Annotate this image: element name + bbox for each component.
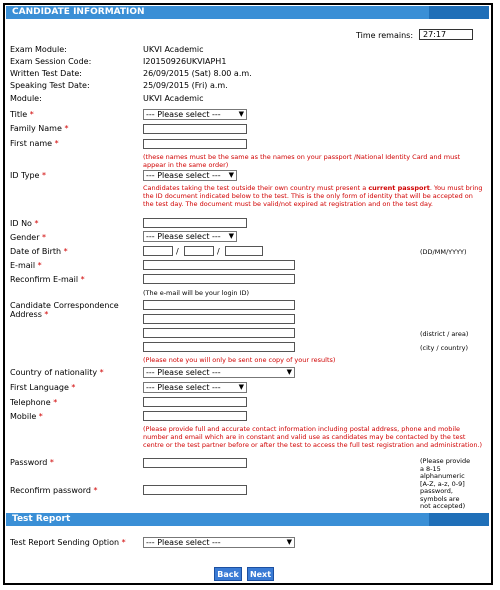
country-label-text: Country of nationality [10, 368, 98, 377]
title-label [10, 110, 34, 119]
speaking-test-date-label: Speaking Test Date: [10, 81, 90, 90]
address-label-text: Address [10, 310, 42, 319]
district-hint: (district / area) [420, 330, 469, 338]
required-marker: * [54, 139, 59, 148]
family-name-label [10, 124, 68, 133]
chevron-down-icon: ▼ [238, 110, 244, 118]
password-label-text: Password [10, 458, 48, 467]
password-rule-line: not accepted) [420, 502, 466, 510]
password-rule-hint [420, 458, 470, 511]
address-label-line2 [10, 310, 48, 319]
dob-month-input[interactable] [184, 246, 214, 256]
dob-label [10, 247, 68, 256]
dob-separator: / [217, 247, 220, 256]
report-option-select-value: --- Please select --- [146, 538, 221, 547]
first-name-label-text: First name [10, 139, 53, 148]
required-marker: * [44, 310, 49, 319]
reconfirm-password-label [10, 486, 98, 495]
id-type-select-value: --- Please select --- [146, 171, 221, 180]
back-button[interactable]: Back [214, 567, 242, 581]
required-marker: * [93, 486, 98, 495]
reconfirm-email-label-text: Reconfirm E-mail [10, 275, 79, 284]
login-note: (The e-mail will be your login ID) [143, 289, 250, 297]
report-option-label [10, 538, 126, 547]
required-marker: * [64, 124, 69, 133]
contact-note: (Please provide full and accurate contact information including postal address, phone and mobile number and email which are in constant and valid use as candidates may be contacted by the test centre or the test partner before or after the test to access the full test registration and administration.) [143, 425, 483, 449]
required-marker: * [53, 398, 58, 407]
password-rule-line: (Please provide [420, 457, 471, 465]
mobile-label [10, 412, 43, 421]
time-remains-value: 27:17 [419, 29, 473, 40]
chevron-down-icon: ▼ [286, 538, 292, 546]
report-option-label-text: Test Report Sending Option [10, 538, 120, 547]
password-rule-line: alphanumeric [420, 472, 465, 480]
exam-module-value: UKVI Academic [143, 45, 204, 54]
address-district-input[interactable] [143, 328, 295, 338]
telephone-label [10, 398, 57, 407]
dob-day-input[interactable] [143, 246, 173, 256]
report-option-select[interactable] [143, 537, 295, 548]
section-title: CANDIDATE INFORMATION [12, 7, 145, 17]
id-no-input[interactable] [143, 218, 247, 228]
required-marker: * [42, 233, 47, 242]
reconfirm-password-label-text: Reconfirm password [10, 486, 91, 495]
required-marker: * [41, 171, 46, 180]
city-hint: (city / country) [420, 344, 469, 352]
exam-session-code-label: Exam Session Code: [10, 57, 92, 66]
id-type-label-text: ID Type [10, 171, 40, 180]
id-type-select[interactable] [143, 170, 237, 181]
dob-separator: / [176, 247, 179, 256]
dob-format-hint: (DD/MM/YYYY) [420, 248, 467, 256]
required-marker: * [34, 219, 39, 228]
header-bar-edge [429, 513, 489, 526]
dob-label-text: Date of Birth [10, 247, 62, 256]
id-document-note [143, 184, 483, 208]
telephone-input[interactable] [143, 397, 247, 407]
email-label [10, 261, 42, 270]
first-language-select[interactable] [143, 382, 247, 393]
address-line2-input[interactable] [143, 314, 295, 324]
id-type-label [10, 171, 46, 180]
required-marker: * [99, 368, 104, 377]
country-select[interactable] [143, 367, 295, 378]
dob-year-input[interactable] [225, 246, 263, 256]
next-button[interactable]: Next [247, 567, 274, 581]
id-note-text-2: . You must bring the ID document indicated below to the test. This is the only form of identity that will be accepted on the test day. The document must be valid/not expired at registration and on the test day. [143, 184, 483, 208]
gender-select-value: --- Please select --- [146, 232, 221, 241]
one-copy-note: (Please note you will only be sent one copy of your results) [143, 356, 336, 364]
written-test-date-value: 26/09/2015 (Sat) 8.00 a.m. [143, 69, 252, 78]
email-input[interactable] [143, 260, 295, 270]
mobile-label-text: Mobile [10, 412, 37, 421]
address-city-input[interactable] [143, 342, 295, 352]
email-label-text: E-mail [10, 261, 36, 270]
password-input[interactable] [143, 458, 247, 468]
exam-module-label: Exam Module: [10, 45, 67, 54]
first-language-label [10, 383, 75, 392]
mobile-input[interactable] [143, 411, 247, 421]
module-label: Module: [10, 94, 42, 103]
country-label [10, 368, 104, 377]
names-note: (these names must be the same as the names on your passport /National Identity Card and must appear in the same order) [143, 153, 461, 169]
reconfirm-email-label [10, 275, 85, 284]
candidate-information-header [6, 6, 489, 19]
id-note-text-1: Candidates taking the test outside their own country must present a [143, 184, 369, 192]
section-title: Test Report [12, 514, 71, 524]
written-test-date-label: Written Test Date: [10, 69, 82, 78]
title-select[interactable] [143, 109, 247, 120]
address-line1-input[interactable] [143, 300, 295, 310]
password-rule-line: symbols are [420, 494, 460, 503]
required-marker: * [49, 458, 54, 467]
first-language-select-value: --- Please select --- [146, 383, 221, 392]
title-select-value: --- Please select --- [146, 110, 221, 119]
module-value: UKVI Academic [143, 94, 204, 103]
test-report-header [6, 513, 489, 526]
required-marker: * [121, 538, 126, 547]
chevron-down-icon: ▼ [238, 383, 244, 391]
id-no-label-text: ID No [10, 219, 32, 228]
telephone-label-text: Telephone [10, 398, 51, 407]
family-name-input[interactable] [143, 124, 247, 134]
address-label-line1: Candidate Correspondence [10, 301, 119, 310]
country-select-value: --- Please select --- [146, 368, 221, 377]
id-note-bold: current passport [368, 184, 430, 192]
password-rule-line: password, [420, 487, 453, 495]
password-rule-line: [A-Z, a-z, 0-9] [420, 479, 465, 488]
time-remains-label: Time remains: [356, 31, 414, 40]
required-marker: * [63, 247, 68, 256]
gender-label [10, 233, 46, 242]
required-marker: * [37, 261, 42, 270]
family-name-label-text: Family Name [10, 124, 62, 133]
gender-select[interactable] [143, 231, 237, 242]
reconfirm-password-input[interactable] [143, 485, 247, 495]
gender-label-text: Gender [10, 233, 40, 242]
header-bar-edge [429, 6, 489, 19]
first-name-input[interactable] [143, 139, 247, 149]
reconfirm-email-input[interactable] [143, 274, 295, 284]
id-no-label [10, 219, 39, 228]
chevron-down-icon: ▼ [228, 171, 234, 179]
exam-session-code-value: I20150926UKVIAPH1 [143, 57, 227, 66]
first-language-label-text: First Language [10, 383, 69, 392]
required-marker: * [38, 412, 43, 421]
password-rule-line: a 8-15 [420, 464, 441, 473]
chevron-down-icon: ▼ [286, 368, 292, 376]
chevron-down-icon: ▼ [228, 232, 234, 240]
password-label [10, 458, 54, 467]
required-marker: * [71, 383, 76, 392]
speaking-test-date-value: 25/09/2015 (Fri) a.m. [143, 81, 228, 90]
required-marker: * [29, 110, 34, 119]
first-name-label [10, 139, 59, 148]
required-marker: * [80, 275, 85, 284]
title-label-text: Title [10, 110, 28, 119]
